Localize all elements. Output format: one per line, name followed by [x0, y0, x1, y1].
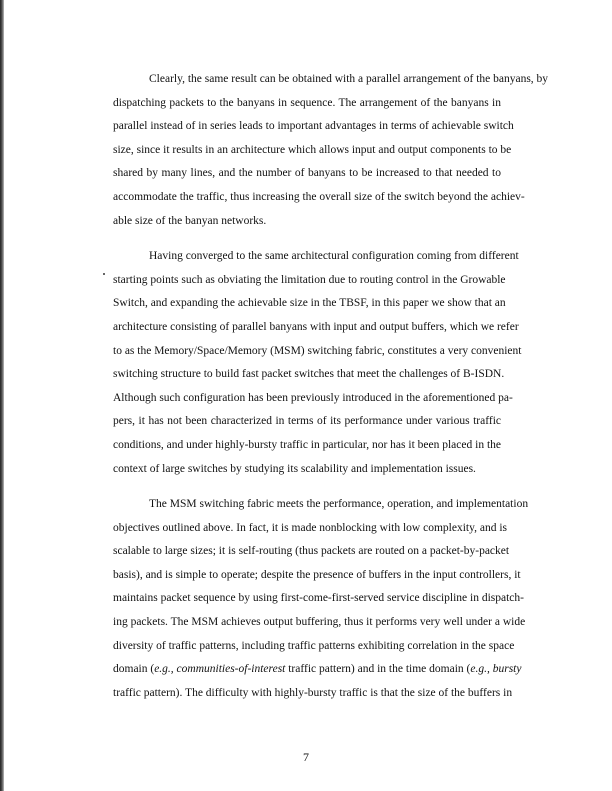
text-segment: Clearly, the same result can be obtained with a parallel arrangement of the banyans, by	[149, 73, 549, 85]
text-line	[113, 635, 515, 659]
text-line	[113, 517, 508, 541]
text-segment: ing packets. The MSM achieves output buffering, thus it performs very well under a wide	[113, 616, 526, 629]
text-line	[113, 115, 514, 139]
text-segment: traffic pattern). The difficulty with highly-bursty traffic is that the size of the buffers in	[113, 686, 513, 699]
text-segment: dispatching packets to the banyans in sequence. The arrangement of the banyans in	[113, 96, 501, 109]
text-line	[113, 540, 510, 564]
text-line	[113, 68, 549, 92]
text-segment: The MSM switching fabric meets the performance, operation, and implementation	[149, 498, 529, 511]
text-line	[113, 162, 501, 186]
text-line	[113, 458, 501, 482]
text-segment: accommodate the traffic, thus increasing the overall size of the switch beyond the achiev-	[113, 190, 525, 203]
text-segment: switching structure to build fast packet switches that meet the challenges of B-ISDN.	[113, 368, 505, 381]
text-segment: conditions, and under highly-bursty traffic in particular, nor has it been placed in the	[113, 438, 501, 451]
text-line	[113, 410, 501, 434]
text-line	[113, 658, 522, 682]
text-segment: context of large switches by studying its scalability and implementation issues.	[113, 462, 476, 475]
text-segment: traffic pattern) and in the time domain (	[285, 663, 471, 676]
text-segment: Having converged to the same architectural configuration coming from different	[149, 250, 519, 263]
text-segment: to as the Memory/Space/Memory (MSM) switching fabric, constitutes a very convenient	[113, 344, 522, 357]
text-segment: shared by many lines, and the number of banyans to be increased to that needed to	[113, 167, 501, 180]
text-segment: basis), and is simple to operate; despite the presence of buffers in the input controllers, it	[113, 568, 521, 581]
text-line	[113, 682, 513, 706]
text-segment: architecture consisting of parallel banyans with input and output buffers, which we refer	[113, 320, 519, 333]
text-line	[113, 564, 521, 588]
text-line	[113, 186, 525, 210]
text-line	[113, 210, 501, 234]
text-line	[113, 611, 526, 635]
text-line	[113, 316, 519, 340]
italic-text: e.g., bursty	[470, 663, 522, 676]
text-segment: pers, it has not been characterized in terms of its performance under various traffic	[113, 415, 501, 428]
text-segment: objectives outlined above. In fact, it is made nonblocking with low complexity, and is	[113, 521, 508, 534]
text-line	[113, 92, 501, 116]
scan-speck	[103, 273, 105, 275]
text-segment: scalable to large sizes; it is self-routing (thus packets are routed on a packet-by-packet	[113, 545, 510, 558]
paragraph	[113, 68, 549, 233]
text-segment: Switch, and expanding the achievable size in the TBSF, in this paper we show that an	[113, 297, 506, 310]
italic-text: e.g., communities-of-interest	[154, 663, 286, 676]
text-segment: able size of the banyan networks.	[113, 214, 267, 227]
text-line	[113, 387, 513, 411]
text-line	[113, 587, 524, 611]
text-segment: size, since it results in an architecture which allows input and output components to be	[113, 143, 512, 156]
text-segment: Although such configuration has been previously introduced in the aforementioned pa-	[113, 391, 513, 404]
text-line	[113, 363, 505, 387]
text-line	[113, 292, 506, 316]
paragraph	[113, 245, 522, 481]
text-segment: maintains packet sequence by using first-come-first-served service discipline in dispatch-	[113, 592, 524, 605]
scan-edge	[0, 0, 4, 791]
body-text	[113, 68, 549, 705]
text-line	[113, 340, 522, 364]
text-line	[113, 493, 529, 517]
text-segment: diversity of traffic patterns, including traffic patterns exhibiting correlation in the space	[113, 639, 515, 652]
text-segment: domain (	[113, 663, 155, 676]
text-segment: parallel instead of in series leads to important advantages in terms of achievable switch	[113, 120, 514, 133]
page-number: 7	[303, 750, 309, 764]
text-segment: starting points such as obviating the limitation due to routing control in the Growable	[113, 273, 506, 286]
text-line	[113, 434, 501, 458]
text-line	[113, 139, 512, 163]
text-line	[113, 245, 519, 269]
paragraph	[113, 493, 529, 705]
text-line	[113, 269, 506, 293]
